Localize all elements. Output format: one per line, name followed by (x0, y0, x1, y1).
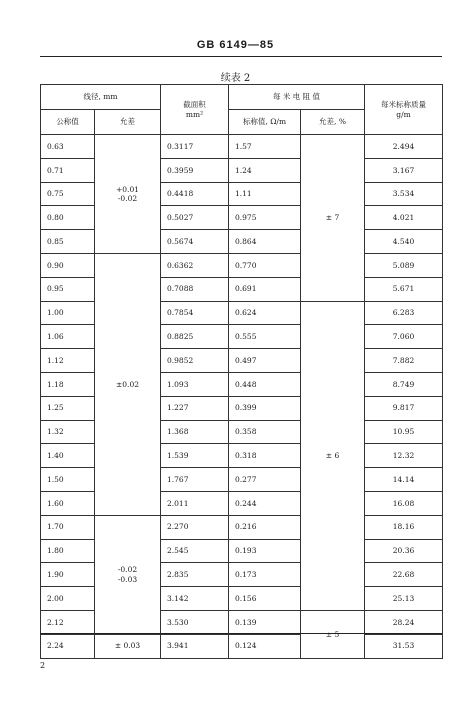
resistance-cell: 1.24 (229, 158, 301, 182)
resistance-cell: 0.244 (229, 491, 301, 515)
resistance-cell: 0.864 (229, 230, 301, 254)
nominal-diameter-cell: 1.90 (41, 563, 95, 587)
resistance-cell: 0.555 (229, 325, 301, 349)
mass-cell: 25.13 (365, 587, 443, 611)
table-row (41, 135, 443, 159)
cross-section-cell: 0.5674 (161, 230, 229, 254)
resistance-cell: 0.139 (229, 610, 301, 634)
resistance-cell: 0.124 (229, 634, 301, 658)
nominal-diameter-cell: 0.90 (41, 253, 95, 277)
mass-cell: 12.32 (365, 444, 443, 468)
mass-cell: 31.53 (365, 634, 443, 658)
page-number: 2 (40, 661, 46, 670)
tolerance-line: -0.02 (117, 193, 138, 203)
nominal-diameter-cell: 1.80 (41, 539, 95, 563)
tolerance-line: +0.01 (116, 184, 139, 194)
resistance-cell: 0.770 (229, 253, 301, 277)
mass-cell: 3.167 (365, 158, 443, 182)
resistance-cell: 0.156 (229, 587, 301, 611)
nominal-diameter-cell: 1.12 (41, 349, 95, 373)
mass-cell: 4.021 (365, 206, 443, 230)
mass-cell: 8.749 (365, 372, 443, 396)
header-nominal: 公称值 (41, 110, 95, 135)
resistance-cell: 0.318 (229, 444, 301, 468)
footer-rule (40, 633, 442, 634)
mass-cell: 16.08 (365, 491, 443, 515)
cross-section-cell: 0.5027 (161, 206, 229, 230)
cross-section-cell: 2.835 (161, 563, 229, 587)
mass-cell: 14.14 (365, 468, 443, 492)
diameter-tolerance-cell (95, 135, 161, 254)
nominal-diameter-cell: 1.50 (41, 468, 95, 492)
mass-cell: 18.16 (365, 515, 443, 539)
resistance-cell: 0.358 (229, 420, 301, 444)
cross-section-cell: 0.9852 (161, 349, 229, 373)
resistance-cell: 0.624 (229, 301, 301, 325)
nominal-diameter-cell: 1.32 (41, 420, 95, 444)
resistance-cell: 0.193 (229, 539, 301, 563)
mass-cell: 4.540 (365, 230, 443, 254)
table-caption: 续表 2 (220, 73, 251, 84)
mass-cell: 28.24 (365, 610, 443, 634)
standard-number: GB 6149—85 (196, 39, 275, 51)
cross-section-cell: 0.7088 (161, 277, 229, 301)
nominal-diameter-cell: 1.70 (41, 515, 95, 539)
nominal-diameter-cell: 1.06 (41, 325, 95, 349)
cross-section-cell: 3.941 (161, 634, 229, 658)
cross-section-cell: 3.530 (161, 610, 229, 634)
resistance-cell: 0.691 (229, 277, 301, 301)
resistance-tolerance-cell: ± 5 (301, 610, 365, 658)
header-cross-section (161, 85, 229, 135)
header-cross-section-label: 截面积 (183, 100, 206, 110)
cross-section-cell: 0.3117 (161, 135, 229, 159)
table-row (41, 515, 443, 539)
header-row (41, 85, 443, 110)
header-wire-diameter: 线径, mm (41, 85, 161, 110)
header-mass (365, 85, 443, 135)
nominal-diameter-cell: 0.71 (41, 158, 95, 182)
resistance-cell: 0.216 (229, 515, 301, 539)
nominal-diameter-cell: 0.63 (41, 135, 95, 159)
mass-cell: 2.494 (365, 135, 443, 159)
resistance-cell: 0.448 (229, 372, 301, 396)
diameter-tolerance-cell (95, 253, 161, 515)
mass-cell: 9.817 (365, 396, 443, 420)
mass-cell: 10.95 (365, 420, 443, 444)
cross-section-cell: 2.270 (161, 515, 229, 539)
mass-cell: 7.882 (365, 349, 443, 373)
nominal-diameter-cell: 2.12 (41, 610, 95, 634)
diameter-tolerance-cell (95, 634, 161, 658)
cross-section-cell: 1.368 (161, 420, 229, 444)
cross-section-cell: 0.8825 (161, 325, 229, 349)
mass-cell: 20.36 (365, 539, 443, 563)
table-row (41, 253, 443, 277)
cross-section-cell: 1.227 (161, 396, 229, 420)
tolerance-line: ±0.02 (116, 379, 139, 389)
nominal-diameter-cell: 0.80 (41, 206, 95, 230)
cross-section-cell: 1.539 (161, 444, 229, 468)
cross-section-cell: 0.4418 (161, 182, 229, 206)
resistance-cell: 0.399 (229, 396, 301, 420)
header-nominal-resistance: 标称值, Ω/m (229, 110, 301, 135)
nominal-diameter-cell: 1.60 (41, 491, 95, 515)
cross-section-cell: 1.093 (161, 372, 229, 396)
mass-cell: 7.060 (365, 325, 443, 349)
cross-section-cell: 0.6362 (161, 253, 229, 277)
nominal-diameter-cell: 1.25 (41, 396, 95, 420)
resistance-tolerance-cell: ± 6 (301, 301, 365, 610)
resistance-tolerance-cell: ± 7 (301, 135, 365, 302)
resistance-cell: 0.173 (229, 563, 301, 587)
cross-section-cell: 0.3959 (161, 158, 229, 182)
header-mass-unit: g/m (396, 109, 411, 119)
header-cross-section-unit: mm² (185, 109, 204, 119)
nominal-diameter-cell: 2.24 (41, 634, 95, 658)
cross-section-cell: 3.142 (161, 587, 229, 611)
mass-cell: 6.283 (365, 301, 443, 325)
resistance-cell: 1.57 (229, 135, 301, 159)
mass-cell: 3.534 (365, 182, 443, 206)
header-rule (40, 56, 442, 57)
nominal-diameter-cell: 0.85 (41, 230, 95, 254)
mass-cell: 5.671 (365, 277, 443, 301)
header-resistance: 每 米 电 阻 值 (229, 85, 365, 110)
resistance-cell: 0.497 (229, 349, 301, 373)
nominal-diameter-cell: 0.95 (41, 277, 95, 301)
wire-specification-table (40, 84, 443, 659)
tolerance-line: ± 0.03 (114, 641, 141, 651)
resistance-cell: 0.277 (229, 468, 301, 492)
tolerance-line: -0.02 (117, 565, 138, 575)
header-resistance-tolerance: 允差, % (301, 110, 365, 135)
nominal-diameter-cell: 0.75 (41, 182, 95, 206)
cross-section-cell: 0.7854 (161, 301, 229, 325)
resistance-cell: 0.975 (229, 206, 301, 230)
resistance-cell: 1.11 (229, 182, 301, 206)
header-tolerance: 允差 (95, 110, 161, 135)
cross-section-cell: 1.767 (161, 468, 229, 492)
header-mass-label: 每米标称质量 (381, 100, 427, 110)
nominal-diameter-cell: 2.00 (41, 587, 95, 611)
mass-cell: 22.68 (365, 563, 443, 587)
nominal-diameter-cell: 1.18 (41, 372, 95, 396)
cross-section-cell: 2.011 (161, 491, 229, 515)
table-row (41, 634, 443, 658)
cross-section-cell: 2.545 (161, 539, 229, 563)
mass-cell: 5.089 (365, 253, 443, 277)
nominal-diameter-cell: 1.40 (41, 444, 95, 468)
nominal-diameter-cell: 1.00 (41, 301, 95, 325)
diameter-tolerance-cell (95, 515, 161, 634)
tolerance-line: -0.03 (117, 574, 138, 584)
